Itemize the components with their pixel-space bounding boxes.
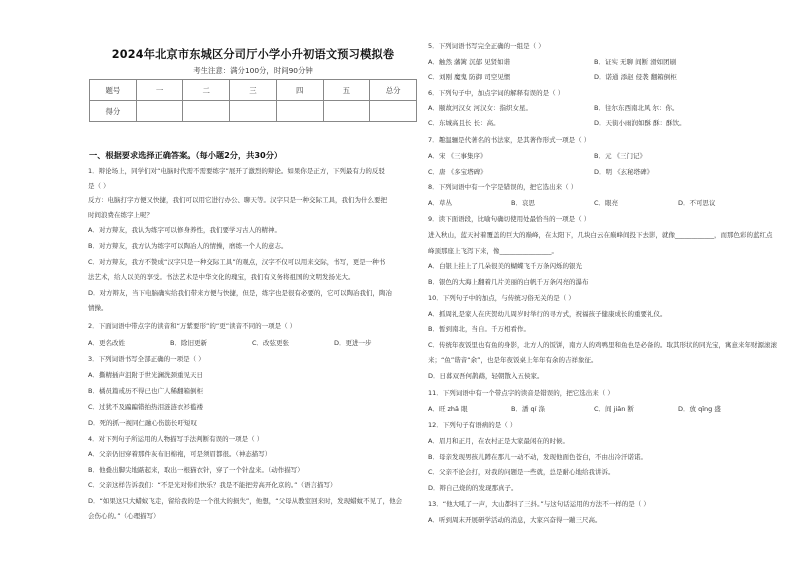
option-c[interactable]: C．刘刚 魔鬼 防御 司空见惯 [428, 73, 511, 81]
option-a[interactable]: A．草丛 [428, 199, 452, 207]
option-a[interactable]: A．对方辩友，我认为练字可以修身养性，我们要学习古人的精神。 [88, 226, 281, 234]
score-table-header-row [90, 80, 417, 101]
option-b[interactable]: B．母亲发现男孩儿蹲在那儿一动不动，发现他面色苍白，不由出冷汗诺诺。 [428, 453, 647, 461]
section-heading: 一、根据要求选择正确答案。（每小题2分，共30分） [89, 150, 283, 160]
option-c[interactable]: C．改弦更张 [252, 339, 290, 347]
option-b[interactable]: B．往尔东西南北风 尔：你。 [594, 104, 679, 112]
question-line: 时间浪费在练字上呢？ [88, 211, 153, 219]
option-b[interactable]: B．哀思 [511, 199, 535, 207]
question-stem: 9．读下面语段，比喻句确切使用处最恰当的一项是（ ） [428, 215, 591, 223]
option-b[interactable]: B．橘员篇戒历不得已也广人稀翻箱倒柜 [88, 387, 203, 395]
option-c[interactable]: C．对方辩友，我方不赞成“汉字只是一种交际工具”的观点，汉字不仅可以用来交际，书写，更是一种书 [88, 258, 386, 266]
option-b[interactable]: B．元 《三门记》 [594, 152, 647, 160]
option-b[interactable]: B．除旧更新 [170, 339, 207, 347]
option-a[interactable]: A．父亲仍旧穿着那件灰布旧棉袍，可是须眉都很。（神态描写） [88, 450, 272, 458]
option-a[interactable]: A．更名改姓 [88, 339, 125, 347]
option-b[interactable]: B．他叠出脚尖地踮起来，取出一根猫衣针，穿了一个针盘来。（动作描写） [88, 466, 304, 474]
option-a[interactable]: A．抓周礼是家人在庆贺幼儿周岁时举行的寻方式，祝福孩子健康成长的重要礼仪。 [428, 310, 667, 318]
question-stem: 10．下列句子中的加点，与传统习俗无关的是（ ） [428, 294, 575, 302]
score-cell: 三 [230, 80, 277, 101]
option-d[interactable]: D．不可思议 [678, 199, 716, 207]
score-table [89, 79, 417, 122]
option-b[interactable]: B．银色的大海上翻着几片美丽的白帆千万条闪亮的瀑布 [428, 278, 589, 286]
score-cell: 五 [323, 80, 370, 101]
question-stem: 8．下列词语中有一个字是错误的，把它选出来（ ） [428, 183, 578, 191]
option-a[interactable]: A．颐故河汉女 河汉女：指织女星。 [428, 104, 533, 112]
score-input-cell[interactable] [276, 101, 323, 122]
exam-title: 2024年北京市东城区分司厅小学小升初语文预习模拟卷 [111, 48, 395, 61]
score-input-cell[interactable] [230, 101, 277, 122]
option-d[interactable]: D．放 qīng 盛 [678, 405, 721, 413]
option-d[interactable]: D．天街小雨润如酥 酥：酥饮。 [594, 119, 686, 127]
question-stem: 5．下列词语书写完全正确的一组是（ ） [428, 42, 545, 50]
question-stem: 4．对下列句子所运用的人物描写手法判断有误的一项是（ ） [88, 435, 264, 443]
score-cell: 二 [183, 80, 230, 101]
question-line: 来；“鱼”谐音“余”，也是年夜饭桌上年年有余的吉祥象征。 [428, 356, 598, 364]
option-d[interactable]: D．对方辩友，当下电脑确实给我们带来方便与快捷，但是，练字也是很有必要的，它可以陶冶我们，陶冶 [88, 289, 393, 297]
question-stem: 3．下列词语书写全部正确的一项是（ ） [88, 355, 205, 363]
question-stem: 11．下列词语中有一个带点字的读音是错误的，把它选出来（ ） [428, 389, 614, 397]
question-stem: 6．下列句子中，加点字词的解释有误的是（ ） [428, 89, 565, 97]
option-c[interactable]: C．父亲这样告诉我们：“不是光对你们快乐？我是不能把劳高开化京的。”（语言描写） [88, 481, 337, 489]
option-a[interactable]: A．触然 藩篱 沉郁 见贤如谐 [428, 58, 511, 66]
question-stem: 2．下面词语中带点字的读音和“万紫要形”的“更”读音不同的一项是（ ） [88, 322, 297, 330]
option-c[interactable]: C．父亲不论会打，对我的问题是一些就，总是耐心地给我讲诉。 [428, 468, 615, 476]
option-a[interactable]: A．眉月和正月，在农村正是大家最闲在的时候。 [428, 437, 569, 445]
question-stem: 7．趣温骊是代著名的书法家，是其著作形式一项是（ ） [428, 136, 591, 144]
score-row-label: 得分 [90, 101, 137, 122]
option-d[interactable]: D．明 《玄秘塔碑》 [594, 168, 654, 176]
option-b[interactable]: B．证实 无聊 间断 滑如团刷 [594, 58, 677, 66]
score-input-cell[interactable] [370, 101, 417, 122]
question-line: 情操。 [88, 304, 108, 312]
option-d[interactable]: D．更进一步 [334, 339, 372, 347]
question-line: 是（ ） [88, 182, 110, 190]
option-c[interactable]: C．东城高且长 长：高。 [428, 119, 500, 127]
question-line: 1．辩论场上，同学们对“电脑时代需不需要练字”展开了激烈的辩论。如果你是正方，下列最有力的反驳 [88, 167, 385, 175]
option-c[interactable]: C．间 jiān 断 [594, 405, 634, 413]
question-line: 反方：电脑打字方便又快捷，我们可以用它进行办公、聊天等。汉字只是一种交际工具，我们为什么要把 [88, 196, 387, 204]
option-c[interactable]: C．唐 《多宝塔碑》 [428, 168, 487, 176]
option-b[interactable]: B．对方辩友，我方认为练字可以陶冶人的情操，磨练一个人的意志。 [88, 242, 288, 250]
option-d[interactable]: D．辩自己烧的的发现那真子。 [428, 484, 518, 492]
question-line: 法艺术，给人以美的享受。书法艺术是中华文化的瑰宝，我们有义务将祖国的文明发扬光大。 [88, 273, 355, 281]
option-d[interactable]: D．“如果这只大蜡蚁飞走，留给我的是一个很大的损失”，他想，“父母从教室回来时，发现蜡蚊不见了，他会 [88, 497, 403, 505]
score-cell: 四 [276, 80, 323, 101]
option-b[interactable]: B．潘 qí 涤 [511, 405, 546, 413]
option-a[interactable]: A．白银上挂上了几朵很美的蝴蝶飞千万条闪烁的银光 [428, 262, 582, 270]
option-c[interactable]: C．传统年夜饭里也有鱼的身影，北方人的饭饼，南方人的鸡鸭里和鱼也是必备的。取其形状的同光宝，寓意来年财源滚滚 [428, 341, 778, 349]
passage-line: 进入秋山，蓝天衬着覆盖的巨大的巅峰，在太阳下，几块白云在巅峰间投下去影，就像____________，而那色彩的蓝红点 [428, 231, 773, 239]
question-stem: 12．下列句子有语病的是（ ） [428, 421, 517, 429]
option-c[interactable]: C．眼亮 [594, 199, 619, 207]
question-stem: 13．“他大吼了一声，大山都抖了三抖。”与这句话运用的方法不一样的是（ ） [428, 500, 650, 508]
option-d[interactable]: D．诺通 添赵 侵袭 翻箱倒柜 [594, 73, 677, 81]
option-b[interactable]: B．暂到南北，当自。千万相看作。 [428, 325, 530, 333]
score-cell: 总分 [370, 80, 417, 101]
option-d[interactable]: D．死的抓一视同仁融心伤筋长吁短叹 [88, 419, 198, 427]
exam-notice: 考生注意：满分100分，时间90分钟 [193, 66, 313, 75]
option-a[interactable]: A．旺 zhā 眼 [428, 405, 468, 413]
score-table-score-row [90, 101, 417, 122]
option-d[interactable]: D．日暮双吾何鹊鹉，轻朝散入五侯家。 [428, 372, 544, 380]
option-a[interactable]: A．听到周末开展研学活动的消息，大家兴奋得一蹦三尺高。 [428, 516, 602, 524]
passage-line: 峰顶那座上飞泻下来，像________________。 [428, 247, 558, 255]
score-cell: 题号 [90, 80, 137, 101]
score-cell: 一 [136, 80, 183, 101]
score-input-cell[interactable] [323, 101, 370, 122]
option-a[interactable]: A．撕精插声沮附于世光澜洗颈重见天日 [88, 371, 203, 379]
option-c[interactable]: C．过犹不及蹁蹁错拍热泪涟涟衣衫褴褛 [88, 403, 204, 411]
question-line: 会伤心的。”（心理描写） [88, 512, 160, 520]
score-input-cell[interactable] [183, 101, 230, 122]
options-row [88, 339, 418, 347]
score-input-cell[interactable] [136, 101, 183, 122]
option-a[interactable]: A．宋 《三事集序》 [428, 152, 487, 160]
